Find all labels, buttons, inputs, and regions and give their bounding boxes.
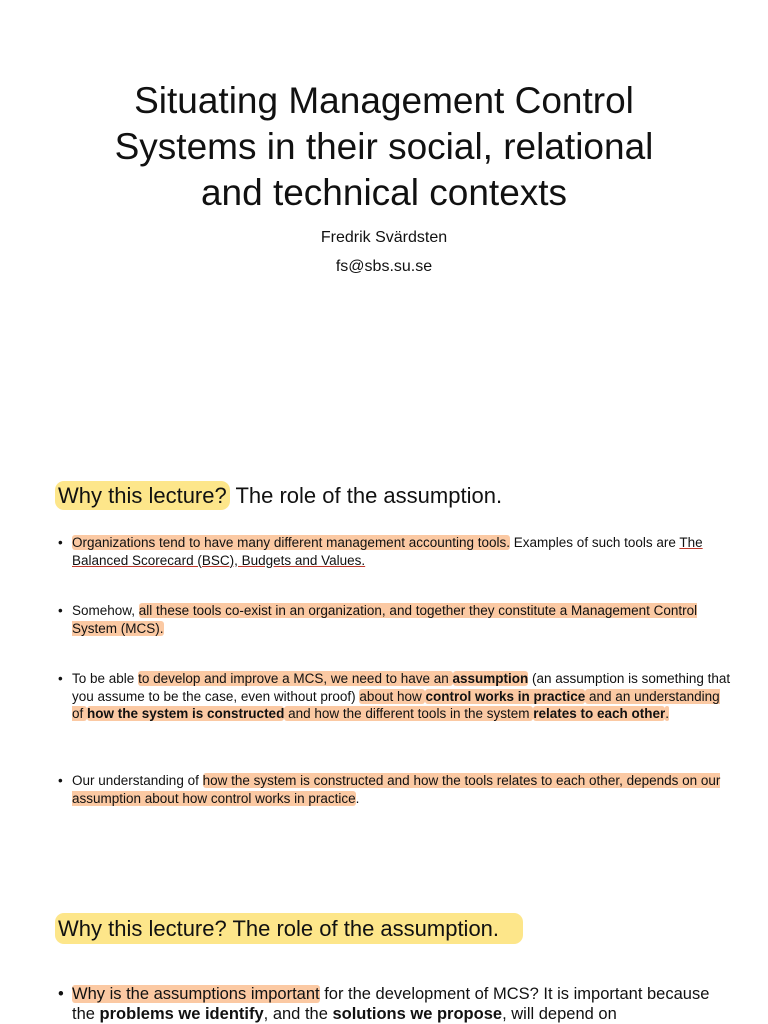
header-highlight: Why this lecture? [55,481,230,510]
bold-highlight: assumption [452,671,529,686]
header-dot: . [492,916,500,941]
header-text: Why this lecture? The role of the assumption [58,916,493,941]
title-slide [0,0,768,440]
highlight: about how [359,688,426,704]
bullet-assumption [58,670,732,723]
highlight: . [665,706,670,721]
slide-header [58,483,502,509]
text: for the development of MCS? It is important because the [72,985,710,1023]
bold-highlight: control works in practice [425,688,586,704]
bold-highlight: how the system is constructed [87,706,285,721]
highlight: to develop and improve a MCS, we need to have an [138,671,453,686]
header-highlight [55,913,523,944]
highlight: how the system is constructed and how the tools relates to each other, depends on our assumption about how control works in practice [72,773,721,806]
bullet-understanding [58,772,732,807]
bold-highlight: relates to each other [533,706,666,721]
title-line-1: Situating Management Control [134,80,634,121]
header-dot: . [495,483,503,508]
text: Somehow, [72,603,139,618]
highlight: Organizations tend to have many different management accounting tools. [72,535,511,550]
text: , will depend on [502,1005,617,1023]
bullet-importance [58,984,732,1024]
title-line-3: and technical contexts [200,172,568,213]
text: , and the [263,1005,333,1023]
bold-text: problems we identify [99,1005,264,1023]
underlined-text: The Balanced Scorecard (BSC), Budgets and Values. [72,535,703,568]
text: . [355,790,360,806]
highlight: and an understanding of [72,688,720,721]
author-name: Fredrik Svärdsten [320,229,448,246]
highlight: and how the different tools in the system [284,706,534,721]
bullet-tools [58,534,732,569]
presentation-title [40,78,728,216]
assumption-importance-slide [0,890,768,1024]
text: To be able [72,671,139,686]
author-email: fs@sbs.su.se [335,258,433,275]
title-line-2: Systems in their social, relational [114,126,654,167]
highlight: Why is the assumptions important [72,985,320,1003]
highlight: all these tools co-exist in an organization, and together they constitute a Management Control System (MCS). [72,603,698,636]
header-rest: The role of the assumption [229,483,496,508]
text: Our understanding of [72,773,203,788]
text: (an assumption is something that you assume to be the case, even without proof) [72,671,731,704]
text: Examples of such tools are [510,535,680,550]
lecture-purpose-slide [0,462,768,862]
slide-header [58,916,523,942]
bullet-coexist [58,602,732,637]
bold-text: solutions we propose [332,1005,503,1023]
